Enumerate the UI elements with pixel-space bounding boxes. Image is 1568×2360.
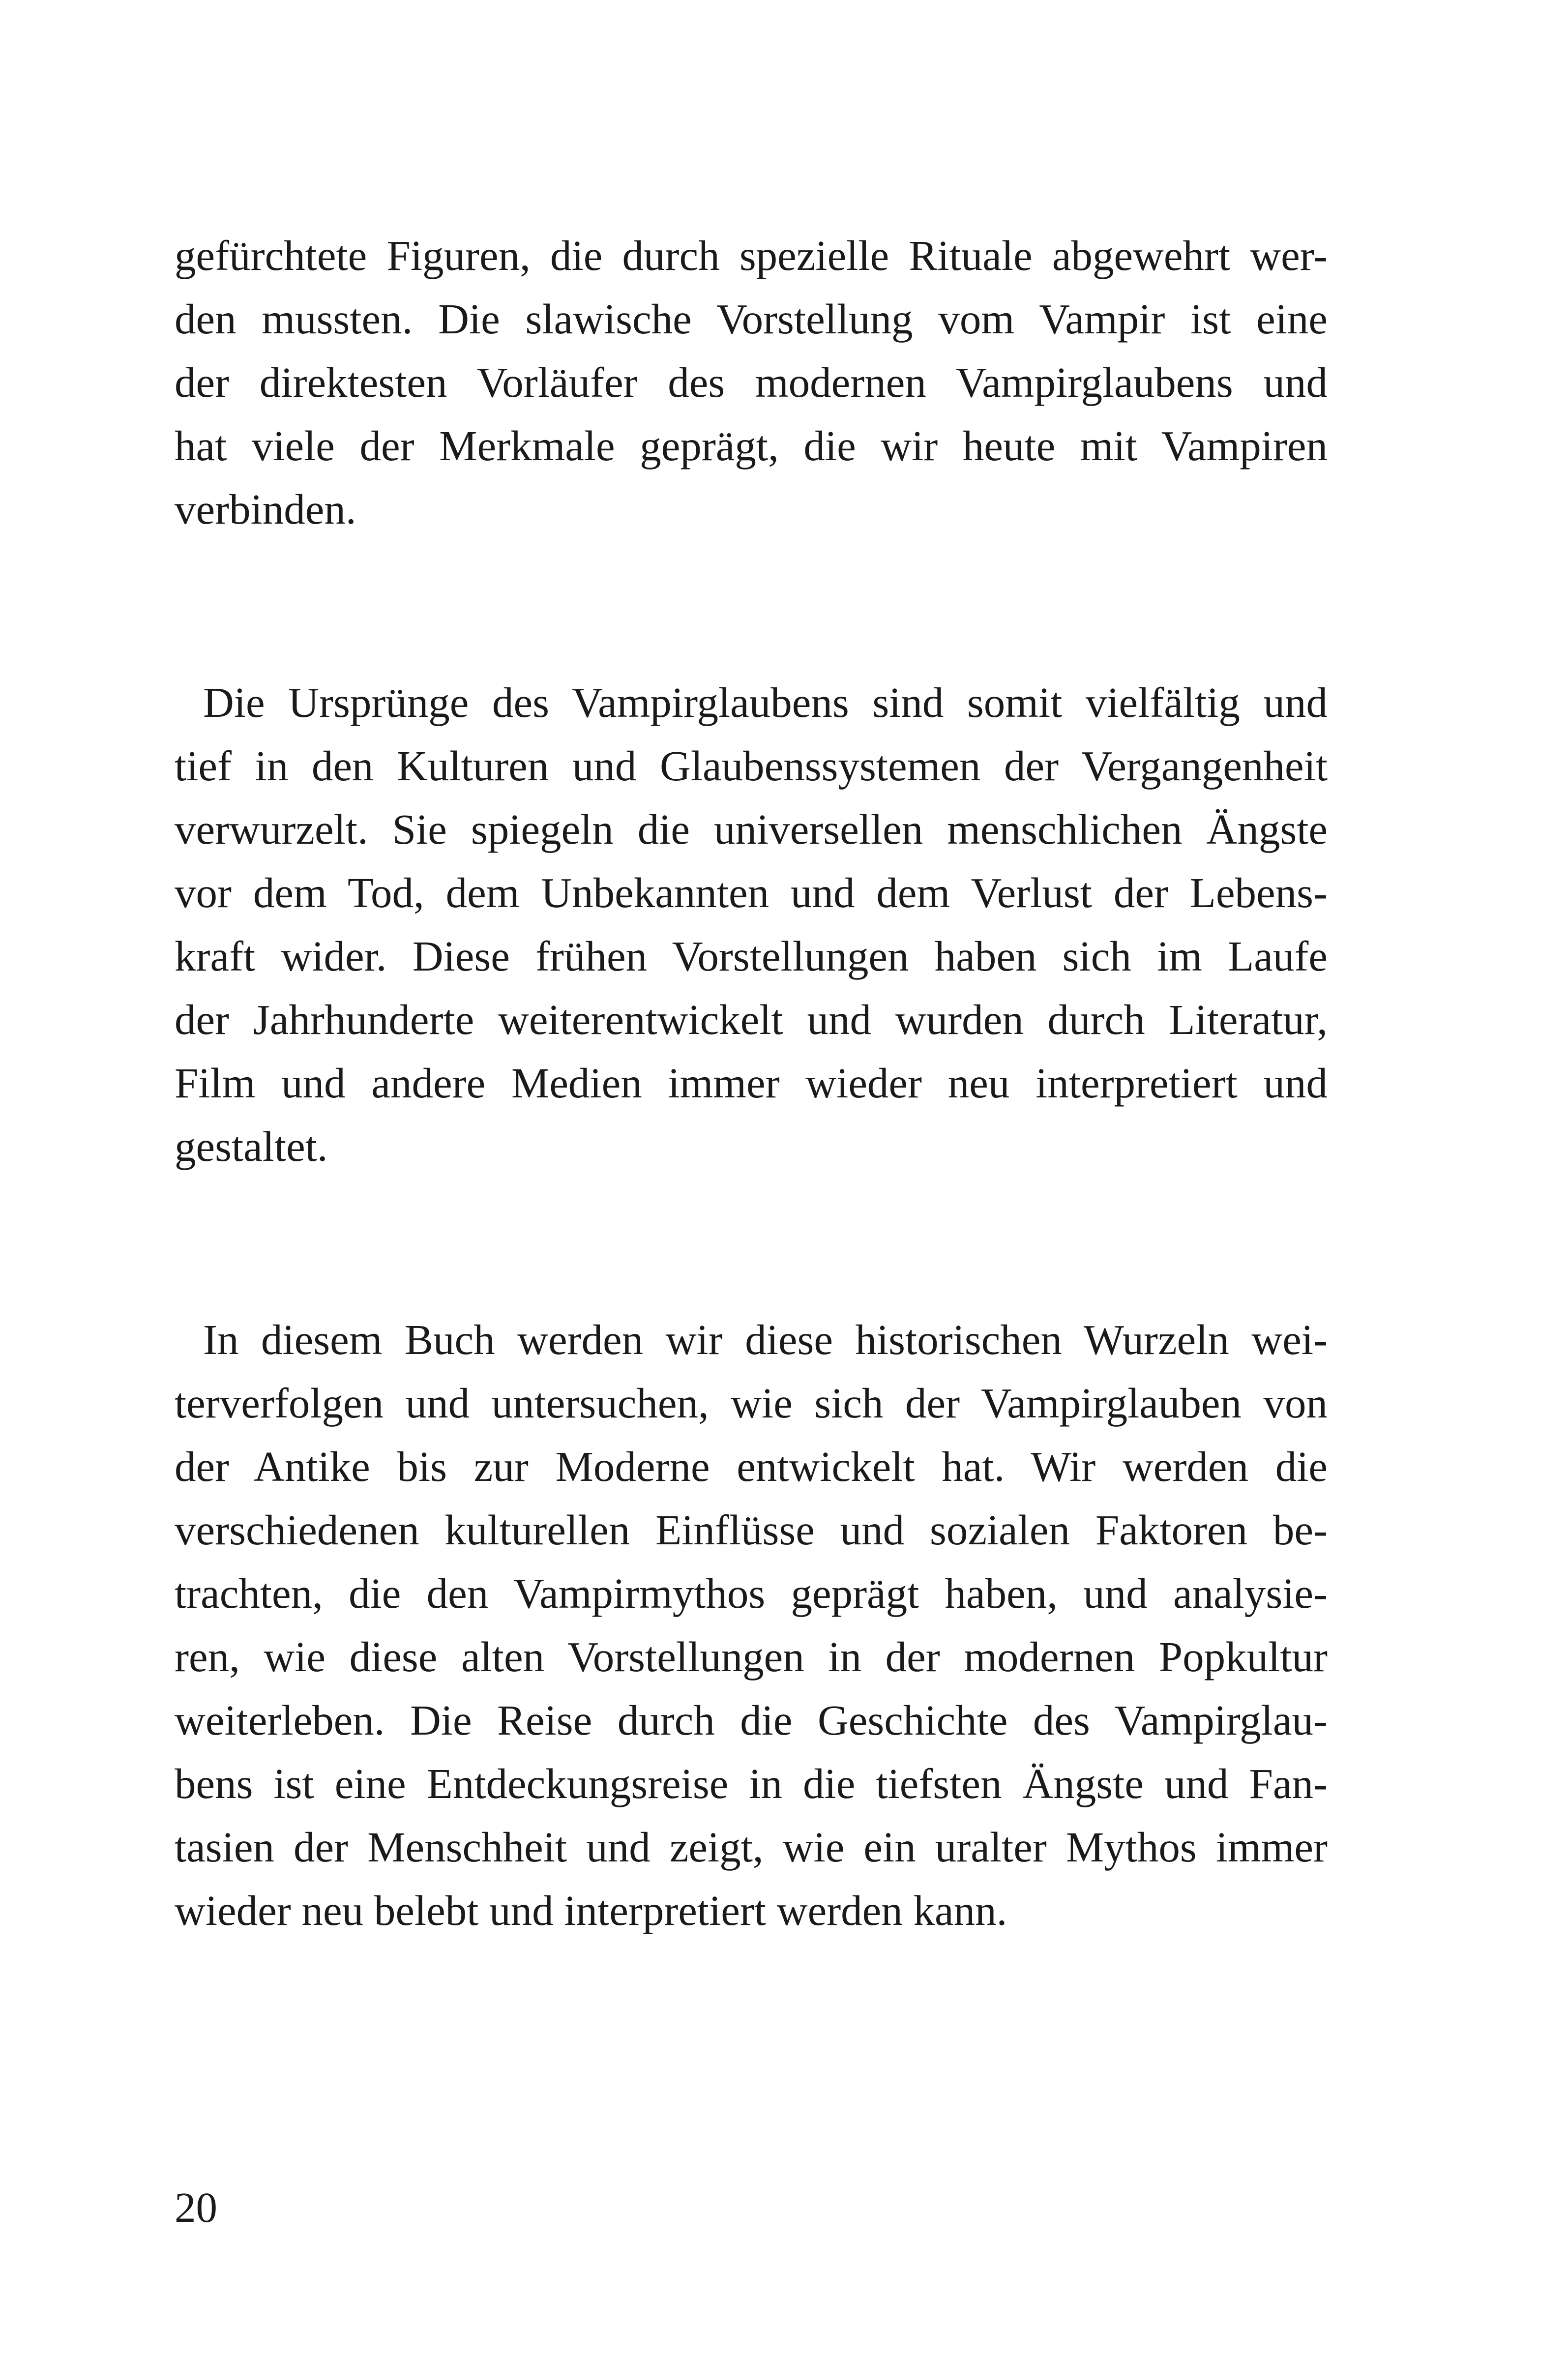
text-line: Die Ursprünge des Vampirglaubens sind somit vielfältig und [203,678,1328,726]
text-line: bens ist eine Entdeckungsreise in die tiefsten Ängste und Fan- [175,1760,1328,1807]
text-line: kraft wider. Diese frühen Vorstellungen haben sich im Laufe [175,932,1328,980]
text-line: tasien der Menschheit und zeigt, wie ein uralter Mythos immer [175,1823,1328,1871]
body-text [175,224,1328,1942]
page-number: 20 [175,2183,217,2231]
paragraph-spacer [175,1178,1328,1308]
text-line: verschiedenen kulturellen Einflüsse und sozialen Faktoren be- [175,1506,1328,1554]
text-line: verwurzelt. Sie spiegeln die universellen menschlichen Ängste [175,805,1328,853]
text-line: wieder neu belebt und interpretiert werden kann. [175,1887,1007,1934]
text-line: gestaltet. [175,1122,328,1170]
text-line: terverfolgen und untersuchen, wie sich der Vampirglauben von [175,1379,1328,1427]
paragraph-spacer [175,541,1328,671]
paragraph-2 [175,671,1328,1178]
text-line: weiterleben. Die Reise durch die Geschichte des Vampirglau- [175,1696,1328,1744]
text-line: tief in den Kulturen und Glaubenssystemen der Vergangenheit [175,742,1328,790]
text-line: ren, wie diese alten Vorstellungen in der modernen Popkultur [175,1633,1328,1681]
text-line: trachten, die den Vampirmythos geprägt haben, und analysie- [175,1569,1328,1617]
paragraph-3 [175,1308,1328,1942]
text-line: gefürchtete Figuren, die durch spezielle Rituale abgewehrt wer- [175,232,1328,279]
text-line: der Antike bis zur Moderne entwickelt hat. Wir werden die [175,1443,1328,1490]
text-line: Film und andere Medien immer wieder neu interpretiert und [175,1059,1328,1107]
text-line: vor dem Tod, dem Unbekannten und dem Verlust der Lebens- [175,869,1328,916]
text-line: der Jahrhunderte weiterentwickelt und wurden durch Literatur, [175,996,1328,1043]
text-line: der direktesten Vorläufer des modernen Vampirglaubens und [175,358,1328,406]
text-line: den mussten. Die slawische Vorstellung vom Vampir ist eine [175,295,1328,343]
text-line: hat viele der Merkmale geprägt, die wir heute mit Vampiren [175,422,1328,470]
paragraph-1 [175,224,1328,541]
text-line: In diesem Buch werden wir diese historischen Wurzeln wei- [203,1316,1328,1363]
text-line: verbinden. [175,485,356,533]
